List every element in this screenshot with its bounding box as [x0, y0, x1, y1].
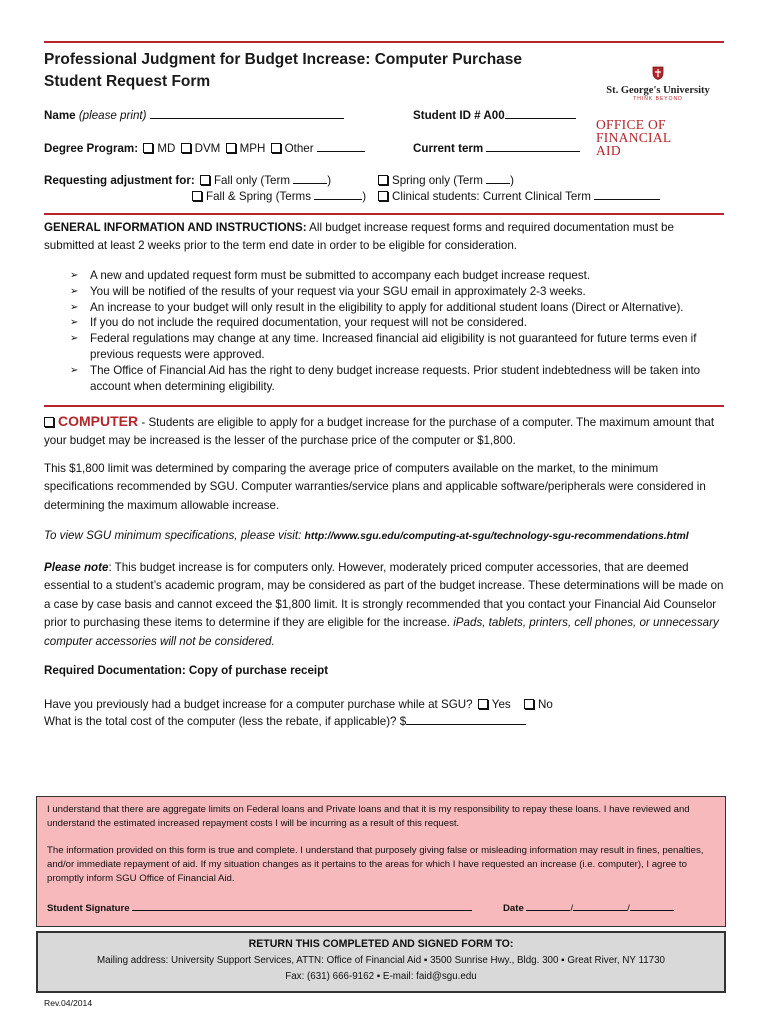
requesting-adjustment-label-row — [44, 172, 331, 189]
spring-only-label: Spring only (Term — [392, 174, 483, 187]
degree-other-label: Other — [284, 142, 314, 155]
degree-program-field — [44, 140, 365, 157]
computer-heading: COMPUTER — [58, 413, 139, 429]
general-instructions — [44, 219, 724, 256]
university-name: St. George's University — [606, 85, 710, 96]
previous-increase-question — [44, 696, 724, 714]
degree-mph-checkbox[interactable] — [226, 143, 236, 153]
list-item-text: You will be notified of the results of your request via your SGU email in approximately 2-3 weeks. — [90, 284, 586, 298]
top-rule — [44, 41, 724, 43]
yes-checkbox[interactable] — [478, 699, 488, 709]
sgu-logo — [596, 66, 720, 102]
form-title-line2: Student Request Form — [44, 73, 211, 90]
name-hint: (please print) — [78, 109, 147, 122]
certification-p1: I understand that there are aggregate limits on Federal loans and Private loans and that it is my responsibility to repay these loans. I have reviewed and understand the estimated increased repayment costs I will be incurring as a result of this request. — [47, 804, 690, 829]
clinical-row — [376, 188, 660, 205]
form-title-line1: Professional Judgment for Budget Increase: Computer Purchase — [44, 51, 523, 68]
no-checkbox[interactable] — [524, 699, 534, 709]
list-item — [70, 284, 710, 300]
instruction-list — [70, 268, 710, 394]
spec-url-link[interactable]: http://www.sgu.edu/computing-at-sgu/technology-sgu-recommendations.html — [304, 531, 689, 542]
list-item — [70, 300, 710, 316]
note-label: Please note — [44, 561, 109, 574]
list-item-text: If you do not include the required documentation, your request will not be considered. — [90, 316, 527, 330]
computer-dash: - — [138, 416, 149, 429]
note-paragraph — [44, 559, 724, 651]
current-term-label: Current term — [413, 142, 484, 155]
degree-md-label: MD — [157, 142, 176, 155]
spec-line — [44, 527, 724, 546]
list-item-text: An increase to your budget will only result in the eligibility to apply for additional student loans (Direct or Alternative). — [90, 300, 684, 314]
degree-label: Degree Program: — [44, 142, 139, 155]
fall-spring-terms-line[interactable] — [314, 188, 362, 200]
return-box — [36, 931, 726, 993]
required-documentation: Required Documentation: Copy of purchase receipt — [44, 664, 329, 677]
note-italic: iPads, tablets, printers, cell phones, or unnecessary computer accessories will not be considered. — [44, 616, 719, 648]
signature-row — [47, 901, 472, 916]
clinical-term-line[interactable] — [594, 188, 660, 200]
yes-label: Yes — [491, 698, 511, 711]
fall-spring-close: ) — [362, 190, 367, 203]
fall-spring-label: Fall & Spring (Terms — [206, 190, 312, 203]
arrow-icon: ➢ — [70, 270, 79, 281]
arrow-icon: ➢ — [70, 333, 79, 345]
spring-only-row — [376, 172, 514, 189]
return-heading: RETURN THIS COMPLETED AND SIGNED FORM TO: — [248, 938, 514, 950]
date-slash: / — [627, 903, 630, 914]
arrow-icon: ➢ — [70, 301, 79, 313]
signature-label: Student Signature — [47, 903, 130, 914]
contact-line: Fax: (631) 666-9162 ▪ E-mail: faid@sgu.edu — [285, 971, 477, 982]
office-line1: OFFICE OF — [596, 117, 666, 132]
student-id-input-line[interactable] — [505, 107, 576, 119]
student-id-label: Student ID # A00 — [413, 109, 505, 122]
spec-prefix: To view SGU minimum specifications, please visit: — [44, 529, 302, 542]
q2-text: What is the total cost of the computer (less the rebate, if applicable)? — [44, 715, 397, 728]
spring-only-term-line[interactable] — [486, 172, 510, 184]
clinical-checkbox[interactable] — [378, 191, 388, 201]
office-line2: FINANCIAL AID — [596, 130, 671, 158]
date-row — [503, 901, 674, 916]
degree-mph-label: MPH — [239, 142, 266, 155]
degree-other-checkbox[interactable] — [271, 143, 281, 153]
student-id-field — [413, 107, 576, 124]
computer-intro — [44, 412, 724, 451]
office-of-financial-aid — [596, 118, 696, 157]
total-cost-question — [44, 713, 724, 731]
certification-p2: The information provided on this form is true and complete. I understand that purposely giving false or misleading information may result in fines, penalties, and/or immediate repayment of aid. If my situation changes as it pertains to the areas for which I have requested an increase (i.e. computer), I agree to promptly inform SGU Office of Financial Aid. — [47, 845, 704, 884]
revision-note: Rev.04/2014 — [44, 998, 93, 1008]
degree-other-input-line[interactable] — [317, 140, 365, 152]
fall-spring-checkbox[interactable] — [192, 191, 202, 201]
general-heading: GENERAL INFORMATION AND INSTRUCTIONS: — [44, 221, 307, 234]
no-label: No — [537, 698, 553, 711]
fall-only-term-line[interactable] — [293, 172, 327, 184]
general-rule — [44, 213, 724, 215]
name-field — [44, 107, 344, 124]
fall-only-label: Fall only (Term — [213, 174, 290, 187]
degree-dvm-label: DVM — [194, 142, 221, 155]
computer-rule — [44, 405, 724, 407]
date-label: Date — [503, 903, 524, 914]
signature-input-line[interactable] — [132, 901, 472, 911]
requesting-label: Requesting adjustment for: — [44, 174, 195, 187]
form-title — [44, 49, 522, 93]
list-item — [70, 268, 710, 284]
arrow-icon: ➢ — [70, 285, 79, 297]
degree-md-checkbox[interactable] — [143, 143, 153, 153]
list-item — [70, 363, 710, 395]
dollar-sign: $ — [399, 715, 407, 728]
arrow-icon: ➢ — [70, 317, 79, 329]
q1-text: Have you previously had a budget increase for a computer purchase while at SGU? — [44, 698, 473, 711]
fall-only-close: ) — [327, 174, 332, 187]
name-input-line[interactable] — [150, 107, 344, 119]
fall-only-checkbox[interactable] — [200, 175, 210, 185]
list-item-text: The Office of Financial Aid has the right to deny budget increase requests. Prior student indebtedness will be taken into account when determining eligibility. — [90, 363, 701, 393]
date-month-line[interactable] — [526, 901, 570, 911]
mailing-address: Mailing address: University Support Services, ATTN: Office of Financial Aid ▪ 3500 Sunrise Hwy., Bldg. 300 ▪ Great River, NY 11730 — [97, 955, 665, 966]
general-text: All budget increase request forms and required documentation must be submitted at least 2 weeks prior to the term end date in order to be eligible for consideration. — [44, 221, 674, 253]
date-day-line[interactable] — [573, 901, 627, 911]
total-cost-input-line[interactable] — [406, 713, 526, 725]
clinical-label: Clinical students: Current Clinical Term — [392, 190, 591, 203]
note-text: : This budget increase is for computers only. However, moderately priced computer accessories, that are deemed essential to a student’s academic program, may be considered as part of the budget increase. These determinations will be made on a case by case basis and cannot exceed the $1,800 limit. It is strongly recommended that you contact your Financial Aid Counselor prior to purchasing these items to determine if they are eligible for the increase. — [44, 561, 724, 630]
list-item-text: Federal regulations may change at any time. Increased financial aid eligibility is not guaranteed for future terms even if previous requests were approved. — [90, 332, 697, 361]
logo-tagline: THINK BEYOND — [633, 96, 683, 102]
spring-only-close: ) — [510, 174, 514, 187]
computer-intro-text: Students are eligible to apply for a budget increase for the purchase of a computer. The maximum amount that your budget may be increased is the lesser of the purchase price of the computer or $1,800. — [44, 416, 715, 448]
date-slash: / — [570, 903, 574, 914]
name-label: Name — [44, 109, 76, 122]
date-year-line[interactable] — [630, 901, 674, 911]
current-term-input-line[interactable] — [486, 140, 580, 152]
list-item — [70, 315, 710, 331]
fall-spring-row — [190, 188, 366, 205]
current-term-field — [413, 140, 580, 157]
spring-only-checkbox[interactable] — [378, 175, 388, 185]
crest-icon — [652, 66, 664, 80]
degree-dvm-checkbox[interactable] — [181, 143, 191, 153]
list-item — [70, 331, 710, 363]
limit-paragraph: This $1,800 limit was determined by comparing the average price of computers available on the market, to the minimum specifications recommended by SGU. Computer warranties/service plans and applicable software/peripherals were considered in determining the maximum allowable increase. — [44, 462, 706, 512]
arrow-icon: ➢ — [70, 364, 79, 376]
computer-checkbox[interactable] — [44, 417, 54, 427]
list-item-text: A new and updated request form must be submitted to accompany each budget increase request. — [90, 269, 591, 282]
certification-box — [36, 796, 726, 927]
